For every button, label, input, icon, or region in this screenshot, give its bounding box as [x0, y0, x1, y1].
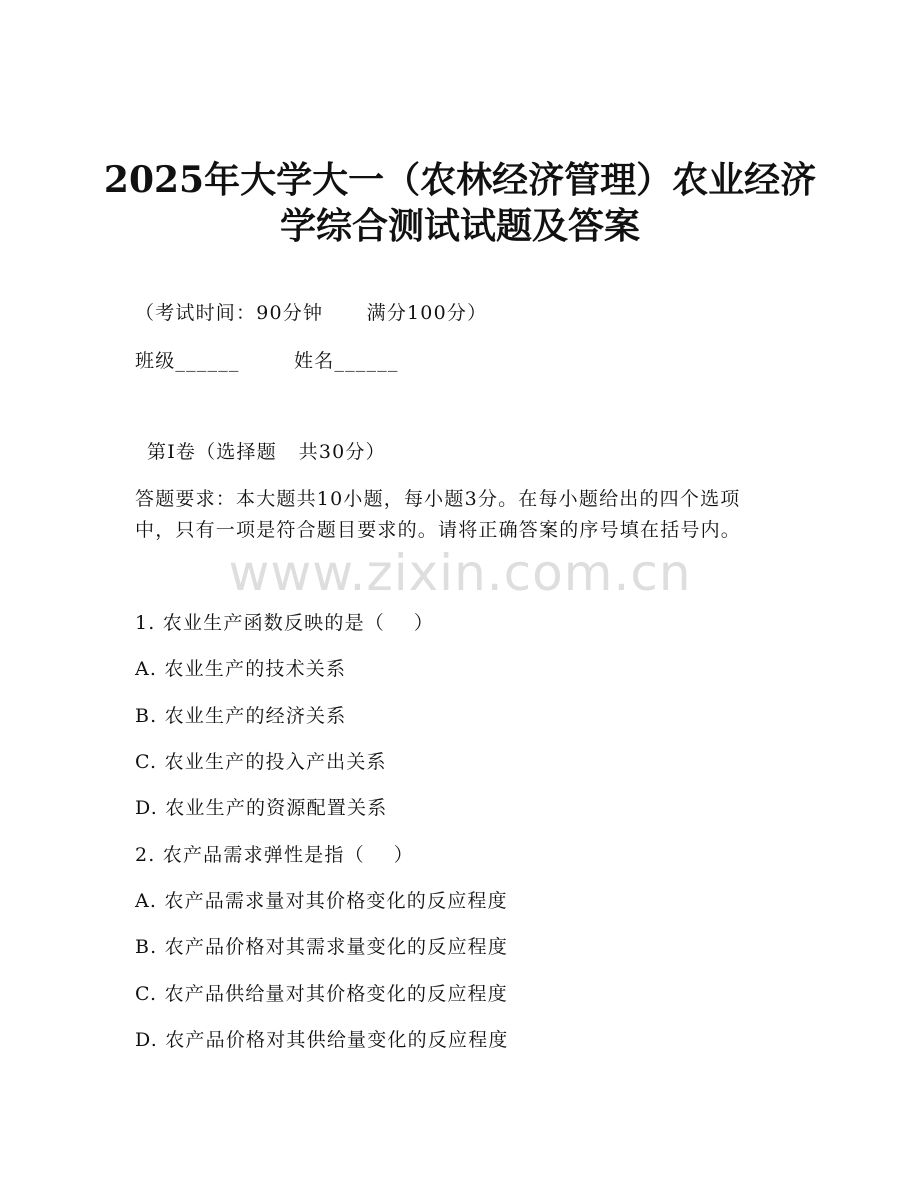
section-heading: 第Ⅰ卷（选择题 共30分） [147, 441, 386, 463]
question-option: D. 农产品价格对其供给量变化的反应程度 [135, 1029, 509, 1051]
instructions-line-1: 答题要求：本大题共10小题，每小题3分。在每小题给出的四个选项 [135, 488, 741, 510]
watermark: www.zixin.com.cn [228, 544, 692, 602]
question-option: A. 农产品需求量对其价格变化的反应程度 [135, 890, 508, 912]
document-title-line-2: 学综合测试试题及答案 [279, 205, 640, 247]
question-stem: 2. 农产品需求弹性是指（ ） [135, 844, 414, 866]
instructions-line-2: 中，只有一项是符合题目要求的。请将正确答案的序号填在括号内。 [135, 519, 742, 541]
question-option: D. 农业生产的资源配置关系 [135, 797, 388, 819]
question-option: A. 农业生产的技术关系 [135, 658, 347, 680]
question-option: B. 农业生产的经济关系 [135, 705, 347, 727]
question-option: C. 农产品供给量对其价格变化的反应程度 [135, 983, 508, 1005]
name-field-label: 姓名______ [294, 350, 399, 372]
question-stem: 1. 农业生产函数反映的是（ ） [135, 612, 435, 634]
question-option: B. 农产品价格对其需求量变化的反应程度 [135, 936, 509, 958]
question-option: C. 农业生产的投入产出关系 [135, 751, 387, 773]
document-title-line-1: 2025年大学大一（农林经济管理）农业经济 [103, 159, 817, 201]
class-field-label: 班级______ [135, 350, 240, 372]
exam-info: （考试时间：90分钟 满分100分） [135, 302, 488, 324]
